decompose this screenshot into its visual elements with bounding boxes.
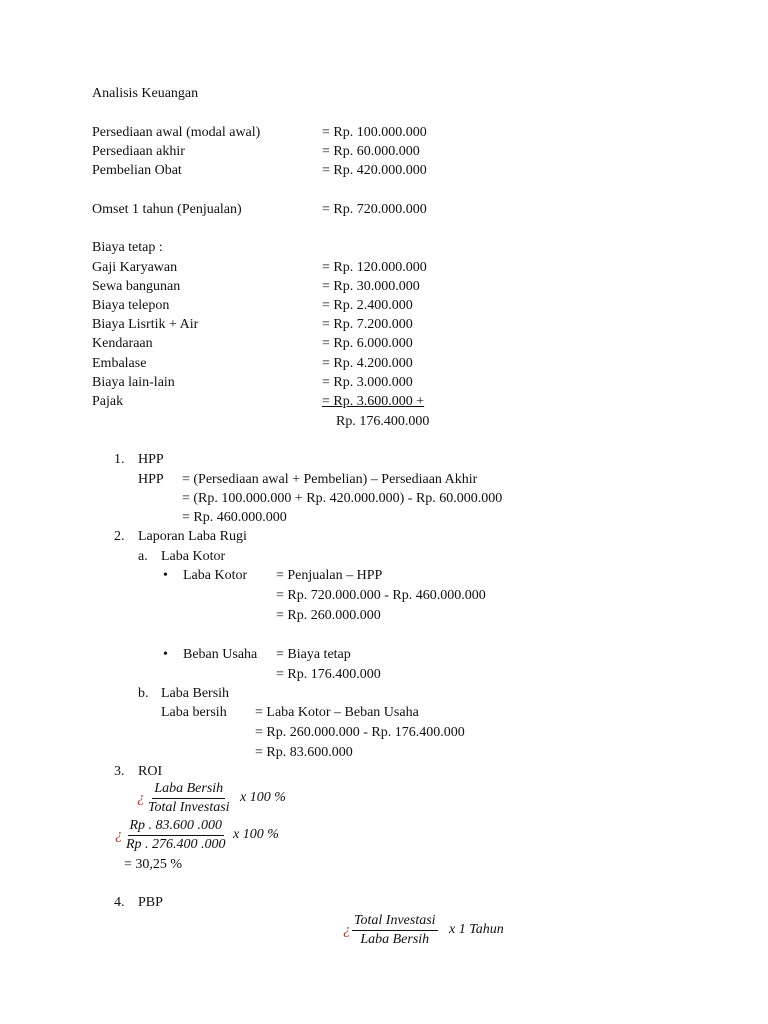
fixed-cost-label: Pajak	[92, 394, 124, 409]
fixed-cost-value: = Rp. 30.000.000	[322, 279, 420, 294]
fixed-cost-value: = Rp. 3.000.000	[322, 375, 413, 390]
list-number: 2.	[114, 529, 125, 544]
fixed-cost-value: = Rp. 120.000.000	[322, 260, 427, 275]
inventory-label: Persediaan awal (modal awal)	[92, 125, 261, 140]
omset-value: = Rp. 720.000.000	[322, 202, 427, 217]
laba-bersih-heading: Laba Bersih	[161, 686, 230, 701]
inventory-value: = Rp. 420.000.000	[322, 163, 427, 178]
hpp-formula-line: = (Rp. 100.000.000 + Rp. 420.000.000) - Rp. 60.000.000	[182, 491, 503, 506]
list-number: 3.	[114, 764, 125, 779]
roi-value-fraction	[124, 818, 228, 853]
formula-error-mark: ¿	[115, 827, 123, 843]
roi-denominator: Total Investasi	[148, 800, 230, 815]
bullet-icon: •	[163, 647, 168, 662]
sub-list-letter: a.	[138, 549, 148, 564]
fixed-cost-value: = Rp. 6.000.000	[322, 336, 413, 351]
bullet-icon: •	[163, 568, 168, 583]
laba-bersih-line: = Laba Kotor – Beban Usaha	[255, 705, 419, 720]
laba-bersih-label: Laba bersih	[161, 705, 227, 720]
roi-multiplier: x 100 %	[240, 790, 286, 805]
fixed-cost-label: Biaya Lisrtik + Air	[92, 317, 199, 332]
laba-rugi-heading: Laporan Laba Rugi	[138, 529, 247, 544]
laba-kotor-label: Laba Kotor	[183, 568, 248, 583]
fixed-cost-label: Gaji Karyawan	[92, 260, 178, 275]
hpp-heading: HPP	[138, 452, 164, 467]
roi-result: = 30,25 %	[124, 857, 183, 872]
laba-kotor-line: = Rp. 720.000.000 - Rp. 460.000.000	[276, 588, 486, 603]
fixed-cost-label: Biaya lain-lain	[92, 375, 175, 390]
roi-heading: ROI	[138, 764, 163, 779]
fixed-costs-total: Rp. 176.400.000	[336, 414, 430, 429]
laba-bersih-line: = Rp. 83.600.000	[255, 745, 353, 760]
roi-value-denominator: Rp . 276.400 .000	[126, 837, 226, 852]
pbp-numerator: Total Investasi	[352, 913, 438, 931]
laba-kotor-line: = Rp. 260.000.000	[276, 608, 381, 623]
inventory-label: Persediaan akhir	[92, 144, 185, 159]
fixed-cost-label: Kendaraan	[92, 336, 153, 351]
hpp-label: HPP	[138, 472, 164, 487]
fixed-cost-label: Biaya telepon	[92, 298, 170, 313]
pbp-fraction	[352, 913, 438, 948]
beban-usaha-line: = Biaya tetap	[276, 647, 351, 662]
fixed-costs-heading: Biaya tetap :	[92, 240, 163, 255]
inventory-label: Pembelian Obat	[92, 163, 182, 178]
roi-value-multiplier: x 100 %	[233, 827, 279, 842]
pbp-denominator: Laba Bersih	[360, 932, 430, 947]
pbp-multiplier: x 1 Tahun	[449, 922, 504, 937]
inventory-value: = Rp. 100.000.000	[322, 125, 427, 140]
hpp-formula-line: = (Persediaan awal + Pembelian) – Persediaan Akhir	[182, 472, 478, 487]
roi-value-numerator: Rp . 83.600 .000	[128, 818, 225, 836]
roi-fraction	[146, 781, 232, 816]
pbp-heading: PBP	[138, 895, 163, 910]
beban-usaha-line: = Rp. 176.400.000	[276, 667, 381, 682]
fixed-cost-label: Sewa bangunan	[92, 279, 181, 294]
roi-numerator: Laba Bersih	[152, 781, 225, 799]
fixed-cost-value: = Rp. 3.600.000 +	[322, 394, 425, 409]
omset-label: Omset 1 tahun (Penjualan)	[92, 202, 242, 217]
inventory-value: = Rp. 60.000.000	[322, 144, 420, 159]
list-number: 4.	[114, 895, 125, 910]
fixed-cost-value: = Rp. 2.400.000	[322, 298, 413, 313]
fixed-cost-value: = Rp. 4.200.000	[322, 356, 413, 371]
document-title: Analisis Keuangan	[92, 86, 199, 101]
formula-error-mark: ¿	[137, 790, 145, 806]
laba-kotor-heading: Laba Kotor	[161, 549, 226, 564]
formula-error-mark: ¿	[343, 922, 351, 938]
laba-kotor-line: = Penjualan – HPP	[276, 568, 383, 583]
list-number: 1.	[114, 452, 125, 467]
sub-list-letter: b.	[138, 686, 149, 701]
fixed-cost-value: = Rp. 7.200.000	[322, 317, 413, 332]
laba-bersih-line: = Rp. 260.000.000 - Rp. 176.400.000	[255, 725, 465, 740]
hpp-formula-line: = Rp. 460.000.000	[182, 510, 287, 525]
beban-usaha-label: Beban Usaha	[183, 647, 258, 662]
fixed-cost-label: Embalase	[92, 356, 147, 371]
